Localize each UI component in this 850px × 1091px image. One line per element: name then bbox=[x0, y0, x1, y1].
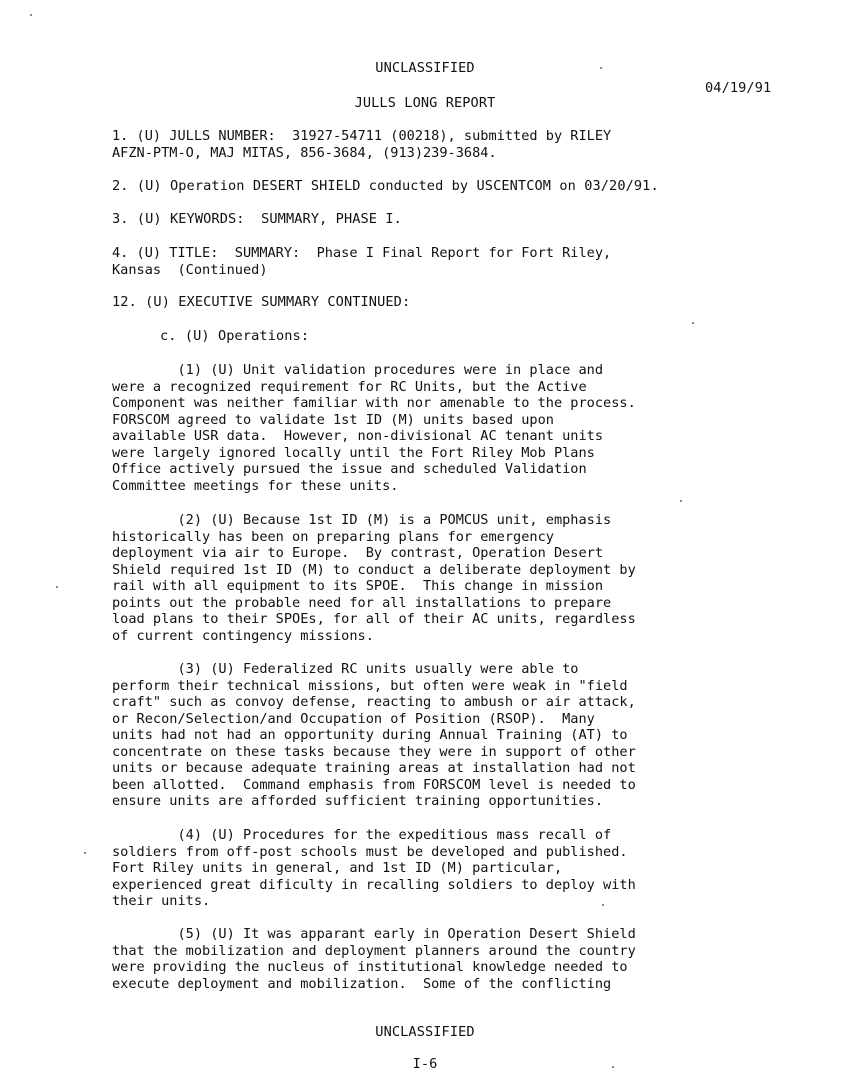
paragraph-line: or Recon/Selection/and Occupation of Position (RSOP). Many bbox=[112, 710, 595, 727]
item-1-julls-number bbox=[112, 128, 611, 161]
paragraph-1 bbox=[112, 362, 636, 494]
paragraph-5 bbox=[112, 926, 636, 992]
report-type: JULLS LONG REPORT bbox=[354, 95, 496, 111]
subsection-operations: c. (U) Operations: bbox=[160, 328, 310, 344]
report-date: 04/19/91 bbox=[705, 80, 772, 96]
paragraph-line: were providing the nucleus of institutional knowledge needed to bbox=[112, 959, 628, 975]
paragraph-line: FORSCOM agreed to validate 1st ID (M) units based upon bbox=[112, 411, 554, 428]
paragraph-line: concentrate on these tasks because they were in support of other bbox=[112, 743, 636, 760]
item-4-line: Kansas (Continued) bbox=[112, 261, 268, 278]
footer-classification: UNCLASSIFIED bbox=[375, 1024, 475, 1040]
paragraph-line: units or because adequate training areas at installation had not bbox=[112, 760, 636, 776]
item-4-line: 4. (U) TITLE: SUMMARY: Phase I Final Report for Fort Riley, bbox=[112, 245, 612, 261]
header-classification: UNCLASSIFIED bbox=[375, 60, 475, 76]
item-2-operation: 2. (U) Operation DESERT SHIELD conducted by USCENTCOM on 03/20/91. bbox=[112, 178, 659, 194]
scan-speck bbox=[56, 586, 58, 588]
paragraph-line: of current contingency missions. bbox=[112, 627, 374, 644]
paragraph-3 bbox=[112, 661, 636, 810]
paragraph-line: soldiers from off-post schools must be developed and published. bbox=[112, 843, 628, 860]
scan-speck bbox=[692, 322, 694, 324]
paragraph-line: that the mobilization and deployment planners around the country bbox=[112, 942, 636, 959]
paragraph-line: were largely ignored locally until the Fort Riley Mob Plans bbox=[112, 444, 595, 461]
paragraph-line: (2) (U) Because 1st ID (M) is a POMCUS unit, emphasis bbox=[112, 512, 612, 528]
paragraph-line: Shield required 1st ID (M) to conduct a deliberate deployment by bbox=[112, 561, 636, 578]
paragraph-line: (4) (U) Procedures for the expeditious mass recall of bbox=[112, 827, 612, 843]
paragraph-line: execute deployment and mobilization. Some of the conflicting bbox=[112, 975, 612, 992]
paragraph-line: (1) (U) Unit validation procedures were in place and bbox=[112, 362, 604, 378]
paragraph-2 bbox=[112, 512, 636, 644]
paragraph-line: load plans to their SPOEs, for all of their AC units, regardless bbox=[112, 611, 636, 627]
paragraph-line: been allotted. Command emphasis from FORSCOM level is needed to bbox=[112, 776, 636, 793]
item-1-line: 1. (U) JULLS NUMBER: 31927-54711 (00218), submitted by RILEY bbox=[112, 128, 612, 144]
paragraph-line: their units. bbox=[112, 893, 211, 909]
paragraph-line: perform their technical missions, but often were weak in "field bbox=[112, 677, 628, 694]
footer-page-number: I-6 bbox=[412, 1056, 438, 1072]
paragraph-line: points out the probable need for all installations to prepare bbox=[112, 594, 612, 611]
scan-speck bbox=[600, 67, 602, 69]
item-12-heading: 12. (U) EXECUTIVE SUMMARY CONTINUED: bbox=[112, 294, 411, 310]
paragraph-line: units had not had an opportunity during Annual Training (AT) to bbox=[112, 727, 628, 743]
item-3-keywords: 3. (U) KEYWORDS: SUMMARY, PHASE I. bbox=[112, 211, 402, 227]
scan-speck bbox=[612, 1066, 614, 1068]
paragraph-line: craft" such as convoy defense, reacting to ambush or air attack, bbox=[112, 694, 636, 710]
paragraph-line: Office actively pursued the issue and scheduled Validation bbox=[112, 461, 587, 477]
paragraph-line: (3) (U) Federalized RC units usually were able to bbox=[112, 661, 579, 677]
paragraph-line: ensure units are afforded sufficient training opportunities. bbox=[112, 793, 604, 809]
paragraph-line: available USR data. However, non-divisional AC tenant units bbox=[112, 428, 604, 444]
paragraph-line: Component was neither familiar with nor amenable to the process. bbox=[112, 395, 636, 411]
paragraph-line: deployment via air to Europe. By contrast, Operation Desert bbox=[112, 545, 604, 561]
scan-speck bbox=[30, 14, 32, 16]
scan-speck bbox=[84, 852, 86, 854]
scan-speck bbox=[680, 500, 682, 502]
item-4-title bbox=[112, 245, 611, 278]
paragraph-line: Committee meetings for these units. bbox=[112, 477, 399, 494]
paragraph-4 bbox=[112, 827, 636, 910]
scan-speck bbox=[602, 904, 604, 906]
paragraph-line: experienced great dificulty in recalling soldiers to deploy with bbox=[112, 876, 636, 893]
item-1-line: AFZN-PTM-O, MAJ MITAS, 856-3684, (913)239-3684. bbox=[112, 144, 497, 161]
paragraph-line: rail with all equipment to its SPOE. This change in mission bbox=[112, 578, 604, 594]
paragraph-line: (5) (U) It was apparant early in Operation Desert Shield bbox=[112, 926, 636, 942]
paragraph-line: historically has been on preparing plans for emergency bbox=[112, 528, 554, 545]
paragraph-line: were a recognized requirement for RC Units, but the Active bbox=[112, 378, 587, 395]
paragraph-line: Fort Riley units in general, and 1st ID (M) particular, bbox=[112, 860, 563, 876]
